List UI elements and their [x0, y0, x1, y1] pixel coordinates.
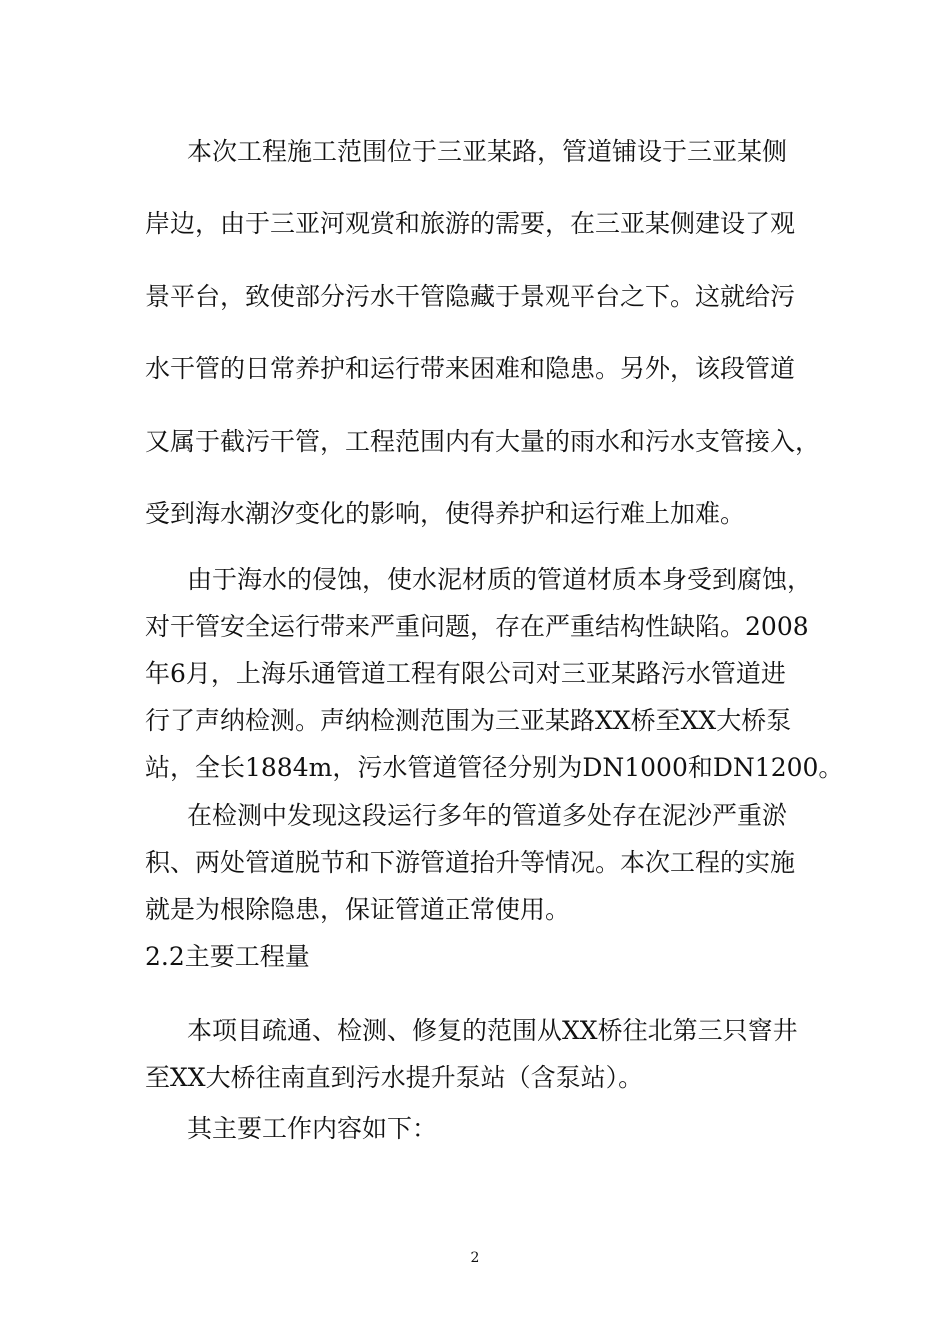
paragraph-4-line-2: 至XX大桥往南直到污水提升泵站（含泵站）。: [145, 1063, 644, 1092]
paragraph-3-line-3: 就是为根除隐患，保证管道正常使用。: [145, 895, 571, 924]
paragraph-2-line-3: 年6月，上海乐通管道工程有限公司对三亚某路污水管道进: [145, 659, 786, 688]
section-heading: 2.2主要工程量: [145, 942, 310, 971]
paragraph-4-line-1: 本项目疏通、检测、修复的范围从XX桥往北第三只窨井: [187, 1016, 798, 1045]
paragraph-3-line-1: 在检测中发现这段运行多年的管道多处存在泥沙严重淤: [187, 801, 788, 830]
paragraph-2-line-4: 行了声纳检测。声纳检测范围为三亚某路XX桥至XX大桥泵: [145, 706, 792, 735]
paragraph-1-line-6: 受到海水潮汐变化的影响，使得养护和运行难上加难。: [145, 499, 746, 528]
paragraph-2-line-5: 站，全长1884m，污水管道管径分别为DN1000和DN1200。: [145, 753, 844, 782]
paragraph-5-line-1: 其主要工作内容如下：: [187, 1114, 438, 1143]
paragraph-3-line-2: 积、两处管道脱节和下游管道抬升等情况。本次工程的实施: [145, 848, 796, 877]
paragraph-1-line-3: 景平台，致使部分污水干管隐藏于景观平台之下。这就给污: [145, 282, 796, 311]
paragraph-1-line-1: 本次工程施工范围位于三亚某路，管道铺设于三亚某侧: [187, 137, 788, 166]
paragraph-1-line-2: 岸边，由于三亚河观赏和旅游的需要，在三亚某侧建设了观: [145, 209, 796, 238]
paragraph-2-line-2: 对干管安全运行带来严重问题，存在严重结构性缺陷。2008: [145, 612, 809, 641]
paragraph-2-line-1: 由于海水的侵蚀，使水泥材质的管道材质本身受到腐蚀，: [187, 565, 813, 594]
page-number: 2: [470, 1250, 480, 1266]
paragraph-1-line-4: 水干管的日常养护和运行带来困难和隐患。另外，该段管道: [145, 354, 796, 383]
paragraph-1-line-5: 又属于截污干管，工程范围内有大量的雨水和污水支管接入，: [145, 427, 821, 456]
